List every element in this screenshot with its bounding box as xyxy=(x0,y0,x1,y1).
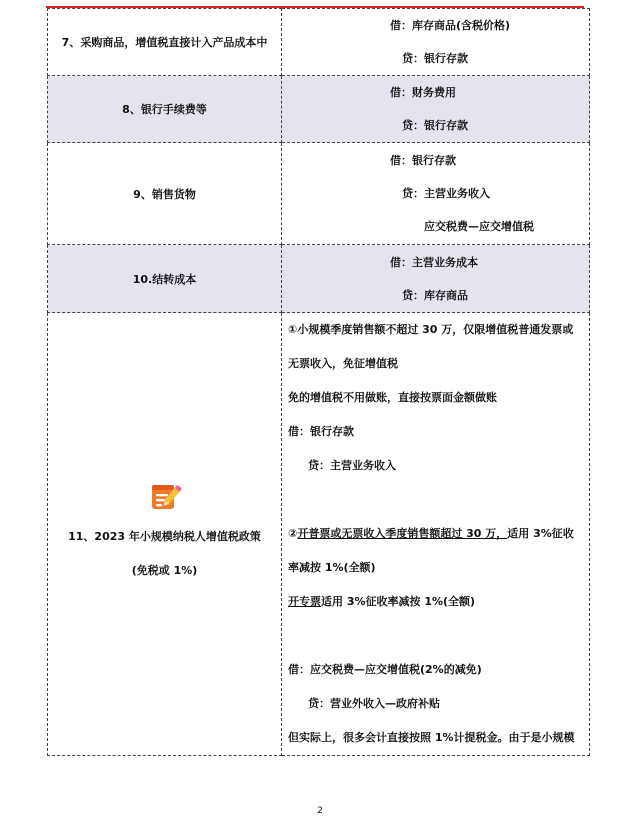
policy-debit: 借：银行存款 xyxy=(288,425,354,438)
policy-line-1: ①小规模季度销售额不超过 30 万，仅限增值税普通发票或 xyxy=(288,323,574,336)
notepad-pencil-icon xyxy=(148,480,182,514)
entry-credit: 贷：银行存款 xyxy=(402,119,468,132)
policy-title: 11、2023 年小规模纳税人增值税政策 xyxy=(68,530,261,543)
policy-rate-text: 适用 3%征收 xyxy=(507,527,574,540)
entry-credit-tax: 应交税费—应交增值税 xyxy=(424,220,534,233)
entry-credit: 贷：库存商品 xyxy=(402,288,468,302)
policy-line-8 xyxy=(282,585,589,619)
policy-credit: 贷：主营业务收入 xyxy=(308,459,396,472)
policy-line-7: 率减按 1%(全额) xyxy=(288,561,376,574)
entry-debit: 借：银行存款 xyxy=(390,154,456,167)
entry-debit: 借：主营业务成本 xyxy=(390,255,478,269)
entry-debit: 借：库存商品(含税价格) xyxy=(390,19,511,32)
page-number: 2 xyxy=(317,806,323,816)
row-9-label: 9、销售货物 xyxy=(48,143,282,245)
row-10-entries xyxy=(282,245,590,313)
row-10-label: 10.结转成本 xyxy=(48,245,282,313)
policy-subtitle: (免税或 1%) xyxy=(131,564,198,577)
row-11-label xyxy=(48,313,282,756)
policy-special-invoice: 开专票 xyxy=(288,595,321,608)
policy-special-rate: 适用 3%征收率减按 1%(全额) xyxy=(321,595,476,608)
table-row xyxy=(48,9,590,76)
policy-debit-tax: 借：应交税费—应交增值税(2%的减免) xyxy=(288,663,482,676)
top-rule xyxy=(46,0,584,8)
policy-line-3: 免的增值税不用做账，直接按票面金额做账 xyxy=(288,391,497,404)
policy-line-2: 无票收入，免征增值税 xyxy=(288,357,398,370)
table-row xyxy=(48,313,590,756)
entry-credit: 贷：银行存款 xyxy=(402,52,468,65)
table-row xyxy=(48,245,590,313)
row-7-label: 7、采购商品，增值税直接计入产品成本中 xyxy=(48,9,282,76)
policy-details xyxy=(282,313,590,756)
policy-marker: ② xyxy=(288,527,298,540)
policy-underlined-condition: 开普票或无票收入季度销售额超过 30 万， xyxy=(297,527,508,540)
spacer xyxy=(282,619,589,653)
policy-line-11: 但实际上，很多会计直接按照 1%计提税金。由于是小规模 xyxy=(288,731,575,744)
entry-debit: 借：财务费用 xyxy=(390,86,456,99)
accounting-table xyxy=(47,8,590,756)
spacer xyxy=(282,483,589,517)
row-9-entries xyxy=(282,143,590,245)
policy-credit-subsidy: 贷：营业外收入—政府补贴 xyxy=(308,697,440,710)
row-8-label: 8、银行手续费等 xyxy=(48,76,282,143)
table-row xyxy=(48,143,590,245)
entry-credit: 贷：主营业务收入 xyxy=(402,187,490,200)
row-8-entries xyxy=(282,76,590,143)
row-7-entries xyxy=(282,9,590,76)
table-row xyxy=(48,76,590,143)
policy-line-6 xyxy=(282,517,589,551)
